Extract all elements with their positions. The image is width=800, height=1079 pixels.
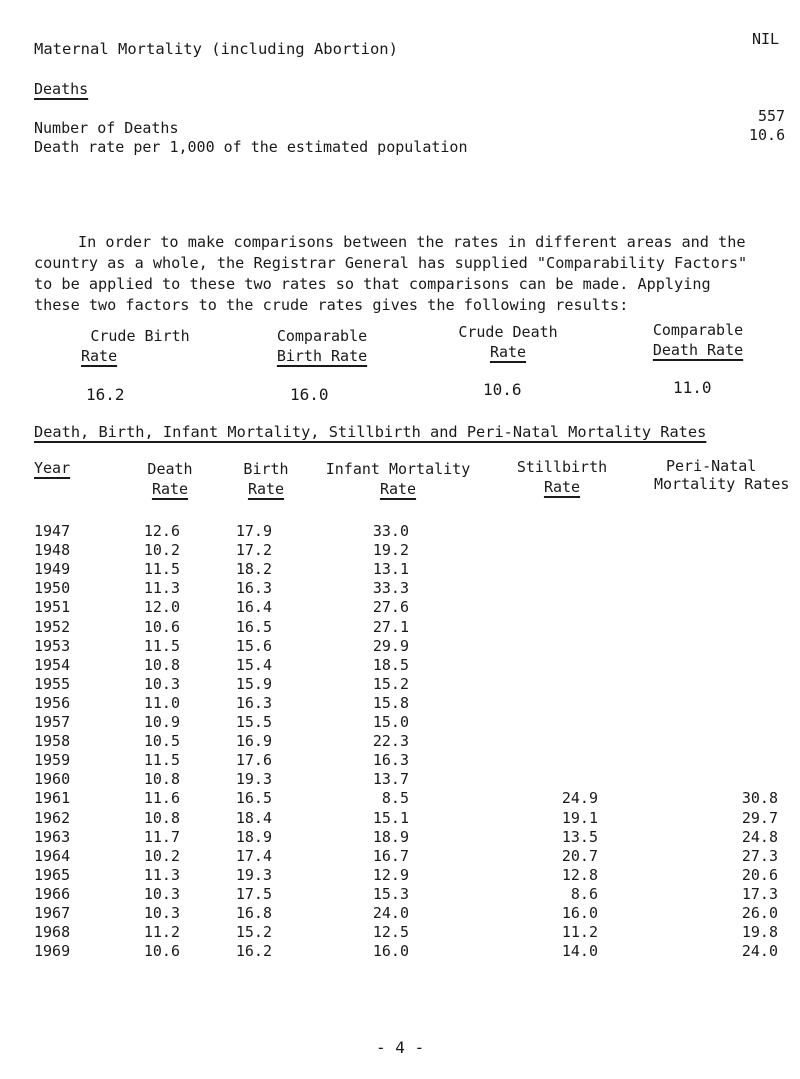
- cell-birth-rate: 17.6: [235, 751, 272, 770]
- cell-stillbirth-rate: 12.8: [561, 865, 598, 884]
- cell-death-rate: 11.6: [143, 789, 180, 808]
- cell-death-rate: 10.8: [143, 770, 180, 789]
- cell-year: 1950: [34, 579, 71, 598]
- crude-death-rate-header: [448, 322, 568, 362]
- cell-death-rate: 11.5: [143, 560, 180, 579]
- cell-death-rate: 11.5: [143, 751, 180, 770]
- rates-table-heading: Death, Birth, Infant Mortality, Stillbirth and Peri-Natal Mortality Rates: [34, 423, 707, 441]
- cell-stillbirth-rate: 19.1: [561, 808, 598, 827]
- cell-infant-mortality-rate: 8.5: [381, 789, 409, 808]
- comparable-death-rate-value: 11.0: [673, 378, 712, 397]
- col-header-year: [34, 459, 70, 477]
- table-row: [0, 866, 800, 886]
- header-line: Rate: [379, 480, 417, 498]
- cell-infant-mortality-rate: 24.0: [372, 904, 409, 922]
- cell-year: 1965: [34, 865, 71, 884]
- cell-birth-rate: 15.4: [235, 655, 272, 674]
- cell-year: 1956: [34, 693, 71, 712]
- cell-year: 1949: [34, 560, 71, 579]
- comparable-birth-rate-value: 16.0: [290, 385, 329, 404]
- table-row: [0, 675, 800, 695]
- cell-birth-rate: 15.5: [235, 713, 272, 731]
- cell-birth-rate: 19.3: [235, 865, 272, 884]
- cell-infant-mortality-rate: 33.0: [372, 522, 409, 540]
- table-row: [0, 618, 800, 638]
- cell-peri-natal-rate: 19.8: [741, 923, 778, 942]
- header-line: Death: [147, 460, 193, 478]
- table-row: [0, 942, 800, 962]
- cell-death-rate: 10.3: [143, 904, 180, 922]
- death-rate-value: 10.6: [749, 126, 786, 144]
- number-of-deaths-label: Number of Deaths: [34, 119, 179, 137]
- page-title: Maternal Mortality (including Abortion): [34, 40, 398, 58]
- cell-year: 1953: [34, 636, 71, 655]
- cell-stillbirth-rate: 13.5: [561, 827, 598, 846]
- header-line: Rate: [247, 480, 285, 498]
- cell-infant-mortality-rate: 18.9: [372, 827, 409, 846]
- cell-death-rate: 11.5: [143, 636, 180, 655]
- table-row: [0, 522, 800, 542]
- cell-infant-mortality-rate: 29.9: [372, 636, 409, 655]
- col-header-birth-rate: [236, 459, 296, 499]
- cell-birth-rate: 15.9: [235, 674, 272, 693]
- cell-year: 1964: [34, 846, 71, 865]
- cell-birth-rate: 17.2: [235, 541, 272, 560]
- col-header-death-rate: [140, 459, 200, 499]
- col-header-infant-mortality-rate: [318, 459, 478, 499]
- cell-peri-natal-rate: 30.8: [741, 789, 778, 808]
- cell-infant-mortality-rate: 27.6: [372, 598, 409, 617]
- cell-peri-natal-rate: 24.0: [741, 942, 778, 961]
- cell-birth-rate: 15.6: [235, 636, 272, 655]
- cell-year: 1966: [34, 884, 71, 903]
- cell-year: 1963: [34, 827, 71, 846]
- cell-infant-mortality-rate: 15.3: [372, 884, 409, 903]
- cell-death-rate: 10.3: [143, 674, 180, 693]
- number-of-deaths-value: 557: [758, 107, 786, 125]
- header-line: Rate: [543, 478, 581, 496]
- cell-infant-mortality-rate: 15.2: [372, 674, 409, 693]
- header-line: Rate: [151, 480, 189, 498]
- table-row: [0, 770, 800, 790]
- table-row: [0, 904, 800, 924]
- table-row: [0, 828, 800, 848]
- table-row: [0, 579, 800, 599]
- header-line: Rate: [489, 343, 527, 361]
- cell-birth-rate: 16.8: [235, 904, 272, 922]
- header-line: Crude Birth: [90, 327, 190, 345]
- cell-peri-natal-rate: 20.6: [741, 865, 778, 884]
- cell-infant-mortality-rate: 15.1: [372, 808, 409, 827]
- cell-infant-mortality-rate: 13.7: [372, 770, 409, 789]
- cell-stillbirth-rate: 11.2: [561, 923, 598, 942]
- cell-birth-rate: 19.3: [235, 770, 272, 789]
- cell-birth-rate: 17.4: [235, 846, 272, 865]
- cell-peri-natal-rate: 26.0: [741, 904, 778, 922]
- header-line: Birth Rate: [276, 347, 368, 365]
- table-row: [0, 789, 800, 809]
- cell-death-rate: 11.3: [143, 865, 180, 884]
- comparable-birth-rate-header: [262, 326, 382, 366]
- comparable-death-rate-header: [638, 320, 758, 360]
- cell-infant-mortality-rate: 13.1: [372, 560, 409, 579]
- cell-death-rate: 12.6: [143, 522, 180, 540]
- cell-infant-mortality-rate: 15.8: [372, 693, 409, 712]
- cell-birth-rate: 16.3: [235, 693, 272, 712]
- col-header-stillbirth-rate: [502, 457, 622, 497]
- table-row: [0, 560, 800, 580]
- death-rate-label: Death rate per 1,000 of the estimated population: [34, 138, 468, 156]
- cell-infant-mortality-rate: 22.3: [372, 732, 409, 751]
- cell-peri-natal-rate: 27.3: [741, 846, 778, 865]
- deaths-heading: Deaths: [34, 80, 89, 98]
- table-row: [0, 656, 800, 676]
- table-row: [0, 713, 800, 733]
- cell-infant-mortality-rate: 18.5: [372, 655, 409, 674]
- cell-birth-rate: 15.2: [235, 923, 272, 942]
- cell-birth-rate: 16.2: [235, 942, 272, 961]
- cell-year: 1947: [34, 522, 71, 540]
- cell-stillbirth-rate: 24.9: [561, 789, 598, 808]
- cell-stillbirth-rate: 16.0: [561, 904, 598, 922]
- cell-stillbirth-rate: 20.7: [561, 846, 598, 865]
- cell-death-rate: 11.7: [143, 827, 180, 846]
- header-line: Comparable: [652, 321, 744, 339]
- table-row: [0, 923, 800, 943]
- header-line: Death Rate: [652, 341, 744, 359]
- cell-death-rate: 10.6: [143, 617, 180, 636]
- cell-death-rate: 11.2: [143, 923, 180, 942]
- cell-birth-rate: 18.4: [235, 808, 272, 827]
- cell-birth-rate: 18.2: [235, 560, 272, 579]
- table-row: [0, 885, 800, 905]
- table-row: [0, 694, 800, 714]
- header-line: Crude Death: [458, 323, 558, 341]
- cell-year: 1957: [34, 713, 71, 731]
- cell-peri-natal-rate: 17.3: [741, 884, 778, 903]
- cell-birth-rate: 17.9: [235, 522, 272, 540]
- cell-peri-natal-rate: 29.7: [741, 808, 778, 827]
- cell-stillbirth-rate: 8.6: [570, 884, 598, 903]
- cell-year: 1959: [34, 751, 71, 770]
- cell-infant-mortality-rate: 15.0: [372, 713, 409, 731]
- cell-birth-rate: 16.9: [235, 732, 272, 751]
- cell-death-rate: 10.2: [143, 541, 180, 560]
- cell-birth-rate: 16.5: [235, 789, 272, 808]
- header-line: Mortality Rates: [654, 475, 790, 493]
- header-line: Comparable: [276, 327, 368, 345]
- cell-infant-mortality-rate: 16.3: [372, 751, 409, 770]
- paragraph-line: In order to make comparisons between the rates in different areas and the: [78, 233, 746, 251]
- cell-infant-mortality-rate: 16.0: [372, 942, 409, 961]
- cell-peri-natal-rate: 24.8: [741, 827, 778, 846]
- cell-death-rate: 10.8: [143, 808, 180, 827]
- cell-birth-rate: 16.4: [235, 598, 272, 617]
- table-row: [0, 637, 800, 657]
- cell-infant-mortality-rate: 12.9: [372, 865, 409, 884]
- cell-death-rate: 10.8: [143, 655, 180, 674]
- page-number: - 4 -: [376, 1038, 425, 1057]
- cell-infant-mortality-rate: 33.3: [372, 579, 409, 598]
- cell-birth-rate: 18.9: [235, 827, 272, 846]
- table-row: [0, 732, 800, 752]
- cell-death-rate: 12.0: [143, 598, 180, 617]
- header-line: Infant Mortality: [325, 460, 471, 478]
- cell-birth-rate: 17.5: [235, 884, 272, 903]
- cell-year: 1948: [34, 541, 71, 560]
- crude-death-rate-value: 10.6: [483, 380, 522, 399]
- maternal-mortality-value: NIL: [752, 30, 780, 48]
- cell-birth-rate: 16.5: [235, 617, 272, 636]
- table-row: [0, 809, 800, 829]
- cell-year: 1954: [34, 655, 71, 674]
- cell-year: 1951: [34, 598, 71, 617]
- col-header-peri-natal-rate: [654, 457, 800, 493]
- cell-year: 1955: [34, 674, 71, 693]
- paragraph-line: these two factors to the crude rates gives the following results:: [34, 296, 629, 314]
- cell-infant-mortality-rate: 12.5: [372, 923, 409, 942]
- table-row: [0, 751, 800, 771]
- paragraph-line: to be applied to these two rates so that comparisons can be made. Applying: [34, 275, 711, 293]
- cell-death-rate: 10.5: [143, 732, 180, 751]
- crude-birth-rate-header: [60, 326, 220, 366]
- cell-birth-rate: 16.3: [235, 579, 272, 598]
- paragraph-line: country as a whole, the Registrar General has supplied "Comparability Factors": [34, 254, 748, 272]
- cell-death-rate: 10.9: [143, 713, 180, 731]
- cell-death-rate: 11.0: [143, 693, 180, 712]
- cell-infant-mortality-rate: 27.1: [372, 617, 409, 636]
- table-row: [0, 598, 800, 618]
- header-line: Year: [34, 459, 71, 477]
- cell-year: 1961: [34, 789, 71, 808]
- cell-infant-mortality-rate: 19.2: [372, 541, 409, 560]
- cell-stillbirth-rate: 14.0: [561, 942, 598, 961]
- cell-year: 1952: [34, 617, 71, 636]
- cell-infant-mortality-rate: 16.7: [372, 846, 409, 865]
- header-line: Stillbirth: [516, 458, 608, 476]
- cell-year: 1958: [34, 732, 71, 751]
- cell-year: 1967: [34, 904, 71, 922]
- cell-year: 1968: [34, 923, 71, 942]
- header-line: Rate: [81, 347, 118, 365]
- cell-year: 1960: [34, 770, 71, 789]
- crude-birth-rate-value: 16.2: [86, 385, 125, 404]
- table-row: [0, 541, 800, 561]
- cell-death-rate: 10.3: [143, 884, 180, 903]
- table-row: [0, 847, 800, 867]
- header-line: Peri-Natal: [666, 457, 757, 475]
- comparability-paragraph: [34, 232, 794, 316]
- cell-death-rate: 10.6: [143, 942, 180, 961]
- cell-year: 1969: [34, 942, 71, 961]
- cell-death-rate: 10.2: [143, 846, 180, 865]
- cell-death-rate: 11.3: [143, 579, 180, 598]
- cell-year: 1962: [34, 808, 71, 827]
- header-line: Birth: [243, 460, 289, 478]
